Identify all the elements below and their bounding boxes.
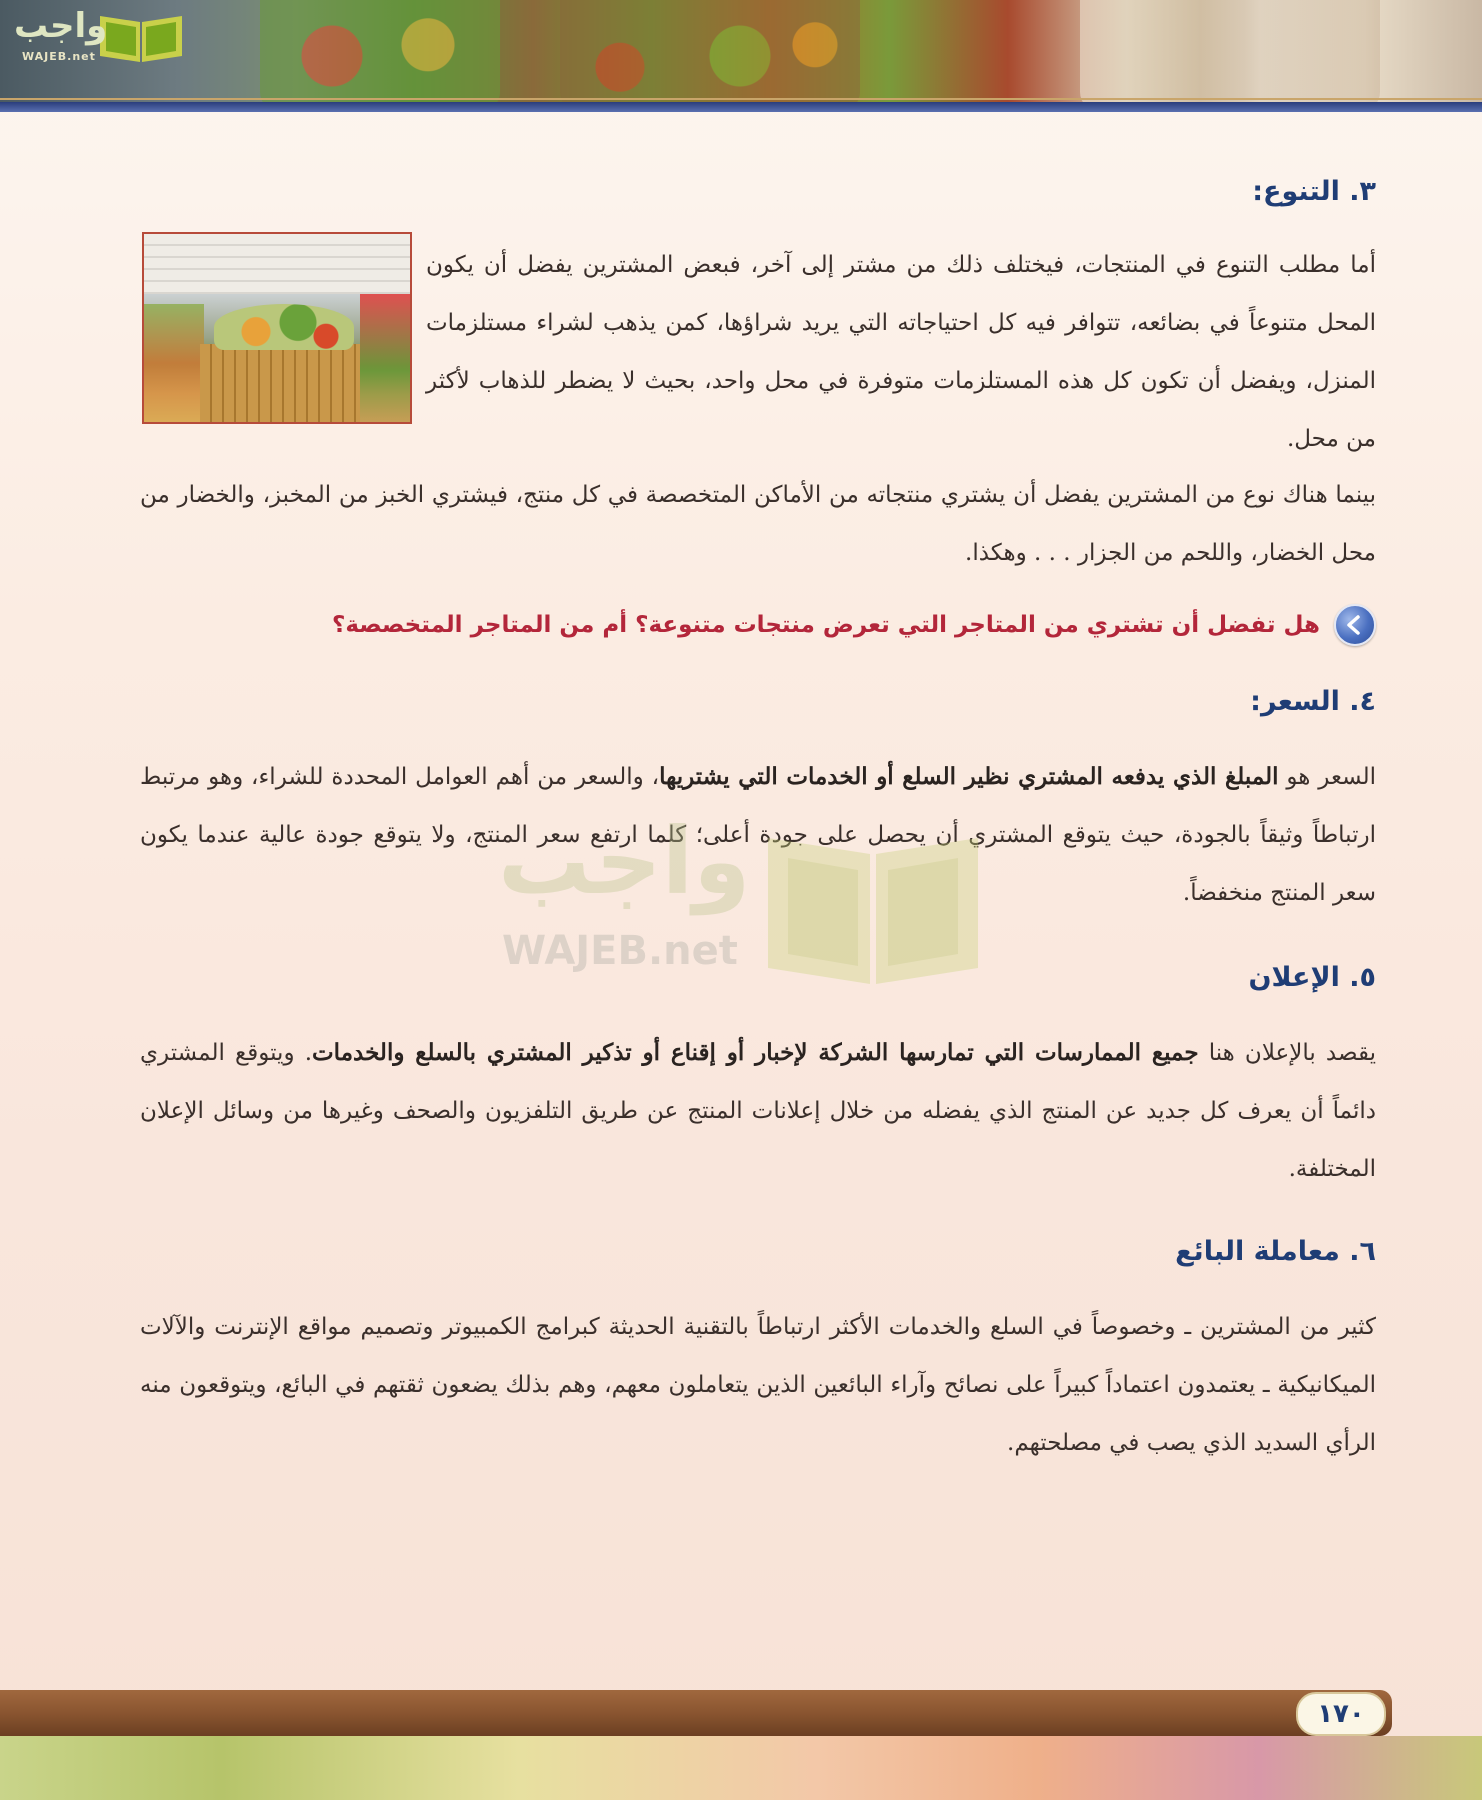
discussion-question-text: هل تفضل أن تشتري من المتاجر التي تعرض منتجات متنوعة؟ أم من المتاجر المتخصصة؟: [332, 612, 1320, 638]
watermark-book-icon: [758, 818, 988, 988]
header-banner: [0, 0, 1482, 112]
watermark-subtitle: WAJEB.net: [502, 928, 738, 974]
header-divider-line: [0, 98, 1482, 100]
section-5-text-start: يقصد بالإعلان هنا: [1198, 1040, 1376, 1066]
section-4-text-start: السعر هو: [1278, 764, 1376, 790]
photo-fruit-display: [214, 304, 354, 350]
watermark-word: واجب: [498, 808, 751, 915]
section-3-paragraph-1: أما مطلب التنوع في المنتجات، فيختلف ذلك من مشتر إلى آخر، فبعض المشترين يفضل أن يكون المحل متنوعاً في بضائعه، تتوافر فيه كل احتياجاته التي يريد شراؤها، كمن يذهب لشراء مستلزمات المنزل، ويفضل أن تكون كل هذه المستلزمات متوفرة في محل واحد، بحيث لا يضطر للذهاب لأكثر من محل.: [426, 252, 1376, 452]
section-3-paragraph-2: بينما هناك نوع من المشترين يفضل أن يشتري منتجاته من الأماكن المتخصصة في كل منتج، فيشتري الخبز من المخبز، والخضار من محل الخضار، واللحم من الجزار . . . وهكذا.: [140, 482, 1376, 566]
section-4-text-rest: ، والسعر من أهم العوامل المحددة للشراء، وهو مرتبط ارتباطاً وثيقاً بالجودة، حيث يتوقع المشتري أن يحصل على جودة أعلى؛ كلما ارتفع سعر المنتج، ولا يتوقع جودة عالية عندما يكون سعر المنتج منخفضاً.: [140, 764, 1376, 906]
section-5-definition: جميع الممارسات التي تمارسها الشركة لإخبار أو إقناع أو تذكير المشتري بالسلع والخدمات: [312, 1039, 1199, 1066]
section-5-paragraph: [140, 1024, 1376, 1198]
vegetables-photo: [560, 0, 860, 112]
section-5-title: ٥. الإعلان: [1248, 962, 1376, 993]
shoppers-photo: [1080, 0, 1380, 112]
header-blue-band: [0, 102, 1482, 112]
page-number: ١٧٠: [1296, 1692, 1386, 1736]
section-4-title: ٤. السعر:: [1250, 686, 1376, 717]
logo-subtitle: WAJEB.net: [22, 50, 96, 63]
book-logo-icon: [96, 8, 186, 64]
section-3-title: ٣. التنوع:: [1252, 176, 1376, 207]
produce-photo: [260, 0, 500, 112]
section-6-title: ٦. معاملة البائع: [1175, 1236, 1376, 1267]
supermarket-photo: [142, 232, 412, 424]
section-6-paragraph: كثير من المشترين ـ وخصوصاً في السلع والخدمات الأكثر ارتباطاً بالتقنية الحديثة كبرامج الكمبيوتر وتصميم مواقع الإنترنت والآلات الميكانيكية ـ يعتمدون اعتماداً كبيراً على نصائح وآراء البائعين الذين يتعاملون معهم، وهم بذلك يضعون ثقتهم في البائع، ويتوقعون منه الرأي السديد الذي يصب في مصلحتهم.: [140, 1314, 1376, 1456]
section-5-text-rest: . ويتوقع المشتري دائماً أن يعرف كل جديد عن المنتج الذي يفضله من خلال إعلانات المنتج عن طريق التلفزيون والصحف وغيرها من وسائل الإعلان المختلفة.: [140, 1040, 1376, 1182]
photo-shelf-right: [360, 294, 410, 422]
photo-shelf-left: [144, 304, 204, 422]
watermark: [498, 808, 998, 988]
wajeb-logo: [8, 6, 188, 66]
photo-display-table: [200, 344, 360, 422]
logo-word: واجب: [14, 6, 108, 46]
discussion-question: [332, 604, 1376, 646]
arrow-left-icon: [1334, 604, 1376, 646]
footer-bar: [0, 1690, 1392, 1736]
footer-decoration: [0, 1736, 1482, 1800]
section-4-definition: المبلغ الذي يدفعه المشتري نظير السلع أو الخدمات التي يشتريها: [659, 763, 1279, 790]
photo-ceiling: [144, 234, 410, 294]
